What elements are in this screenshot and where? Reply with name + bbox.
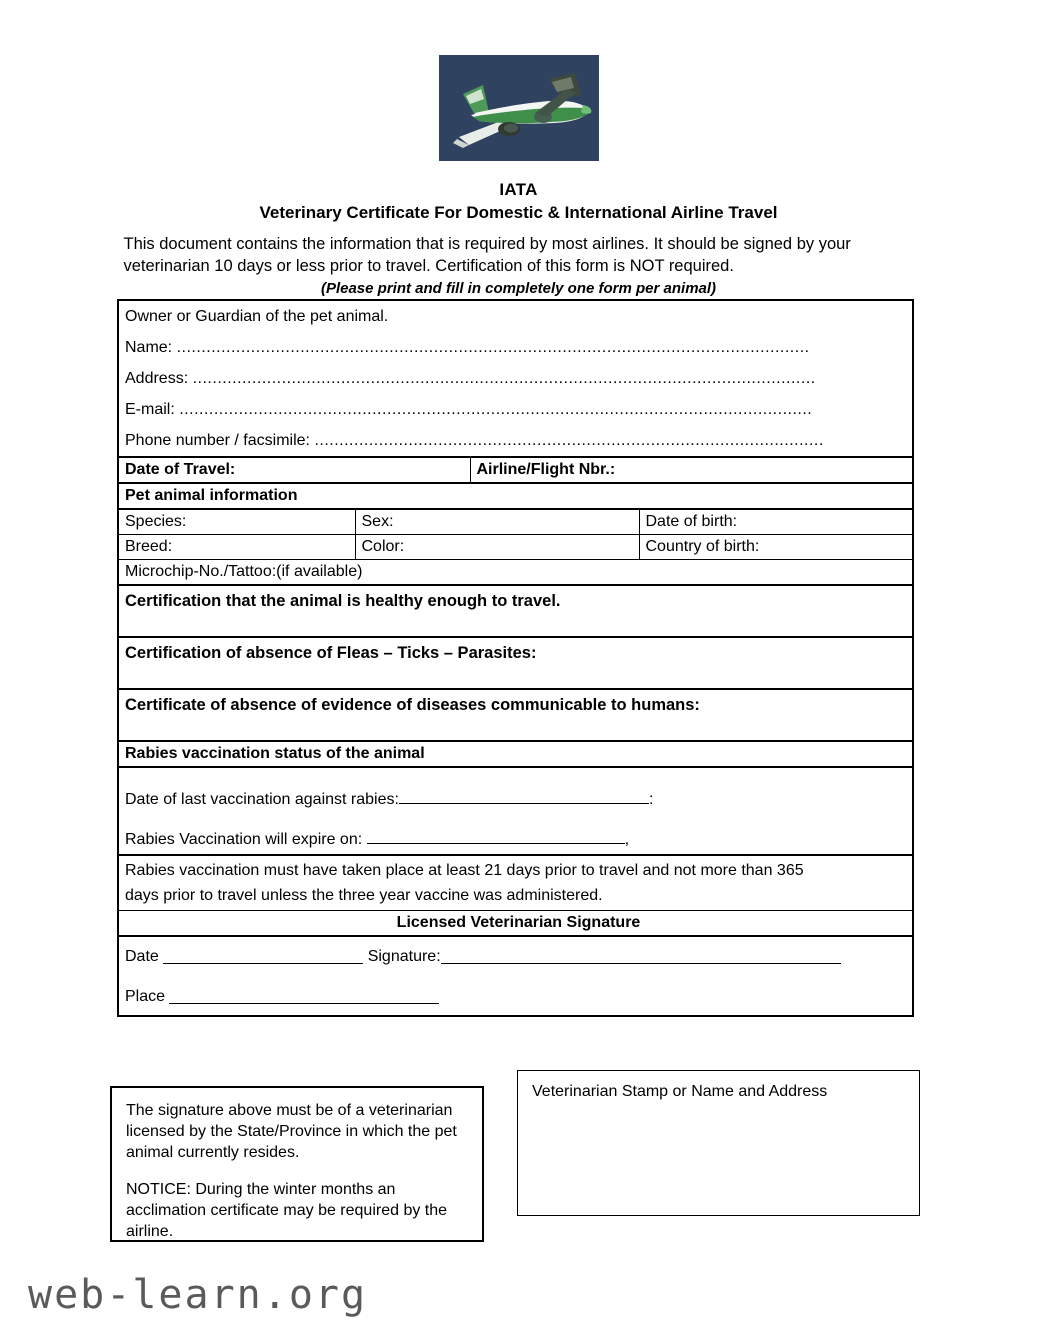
color-label: Color:: [361, 538, 405, 555]
owner-address-field[interactable]: [119, 363, 912, 394]
microchip-label: Microchip-No./Tattoo:: [125, 563, 277, 580]
expire-date-input-line[interactable]: [367, 843, 625, 844]
intro-line-1: This document contains the information that is required by most airlines. It should be signed by your: [123, 235, 851, 253]
pet-section-heading-row: [118, 483, 913, 509]
certification-health-title: Certification that the animal is healthy enough to travel.: [125, 592, 561, 610]
sex-label: Sex:: [361, 513, 394, 530]
signature-section-title: Licensed Veterinarian Signature: [396, 914, 641, 931]
owner-address-dotted-line[interactable]: ..............................................................................................................................: [192, 370, 816, 387]
owner-email-label: E-mail:: [125, 401, 175, 418]
last-vaccination-input-line[interactable]: [399, 803, 649, 804]
notice-paragraph-1: The signature above must be of a veterinarian licensed by the State/Province in which the pet animal currently resides.: [126, 1102, 457, 1161]
last-vaccination-field[interactable]: [119, 768, 912, 810]
species-cell[interactable]: [118, 509, 355, 535]
signature-date-input-line[interactable]: [163, 947, 363, 964]
color-cell[interactable]: [355, 535, 639, 560]
signature-section-title-cell: [118, 911, 913, 937]
rabies-dates-row[interactable]: [118, 767, 913, 855]
owner-address-cell[interactable]: [118, 363, 913, 394]
signature-fields-row[interactable]: [118, 936, 913, 1016]
notice-box: [110, 1086, 484, 1242]
rabies-heading-cell: [118, 741, 913, 767]
signature-place-label: Place: [125, 988, 166, 1005]
owner-field-row[interactable]: [118, 425, 913, 457]
date-of-birth-cell[interactable]: [639, 509, 913, 535]
rabies-rule-cell: [118, 855, 913, 911]
date-of-travel-cell[interactable]: [118, 457, 470, 483]
expire-date-suffix: ,: [624, 831, 630, 848]
rabies-rule-line-2: days prior to travel unless the three year vaccine was administered.: [125, 887, 603, 904]
veterinarian-stamp-box[interactable]: [517, 1070, 920, 1216]
certification-row[interactable]: [118, 637, 913, 689]
breed-cell[interactable]: [118, 535, 355, 560]
owner-phone-label: Phone number / facsimile:: [125, 432, 310, 449]
species-label: Species:: [125, 513, 187, 530]
place-line[interactable]: [119, 973, 912, 1013]
breed-label: Breed:: [125, 538, 173, 555]
country-of-birth-label: Country of birth:: [645, 538, 760, 555]
owner-field-row[interactable]: [118, 363, 913, 394]
owner-email-dotted-line[interactable]: ................................................................................................................................: [179, 401, 813, 418]
certification-row[interactable]: [118, 689, 913, 741]
expire-date-label: Rabies Vaccination will expire on:: [125, 831, 363, 848]
print-instruction-note: (Please print and fill in completely one form per animal): [320, 280, 717, 297]
pet-section-heading: Pet animal information: [125, 487, 298, 504]
owner-name-cell[interactable]: [118, 332, 913, 363]
intro-line-2: veterinarian 10 days or less prior to travel. Certification of this form is NOT required.: [123, 257, 734, 275]
pet-attributes-row[interactable]: [118, 535, 913, 560]
owner-phone-dotted-line[interactable]: .......................................................................................................: [314, 432, 824, 449]
signature-label: Signature:: [367, 948, 441, 965]
date-of-birth-label: Date of birth:: [645, 513, 738, 530]
notice-spacer: [126, 1163, 468, 1179]
airplane-photo: [439, 55, 599, 161]
rabies-rule-line-1: Rabies vaccination must have taken place at least 21 days prior to travel and not more than 365: [125, 862, 804, 879]
date-signature-line[interactable]: [119, 937, 912, 973]
owner-phone-cell[interactable]: [118, 425, 913, 457]
owner-heading-row: [118, 300, 913, 332]
airline-flight-label: Airline/Flight Nbr.:: [476, 461, 616, 478]
header-logo-container: [0, 0, 1037, 161]
certification-diseases-cell[interactable]: [118, 689, 913, 741]
expire-date-field[interactable]: [119, 810, 912, 850]
rabies-heading-row: [118, 741, 913, 767]
owner-field-row[interactable]: [118, 394, 913, 425]
country-of-birth-cell[interactable]: [639, 535, 913, 560]
owner-address-label: Address:: [125, 370, 189, 387]
title-block: [0, 179, 1037, 225]
watermark: web-learn.org: [28, 1272, 368, 1318]
page-title: Veterinary Certificate For Domestic & International Airline Travel: [259, 203, 778, 222]
rabies-section-heading: Rabies vaccination status of the animal: [125, 745, 425, 762]
last-vaccination-label: Date of last vaccination against rabies:: [125, 791, 399, 808]
travel-details-row[interactable]: [118, 457, 913, 483]
notice-paragraph-2: NOTICE: During the winter months an acclimation certificate may be required by the airline.: [126, 1181, 448, 1240]
microchip-row[interactable]: [118, 560, 913, 586]
certification-parasites-cell[interactable]: [118, 637, 913, 689]
owner-email-cell[interactable]: [118, 394, 913, 425]
certification-diseases-title: Certificate of absence of evidence of diseases communicable to humans:: [125, 696, 700, 714]
owner-phone-field[interactable]: [119, 425, 912, 456]
microchip-availability-note: (if available): [276, 563, 363, 580]
signature-section-title-row: [118, 911, 913, 937]
owner-name-label: Name:: [125, 339, 173, 356]
owner-name-dotted-line[interactable]: ................................................................................................................................: [176, 339, 810, 356]
owner-field-row[interactable]: [118, 332, 913, 363]
rabies-rule-row: [118, 855, 913, 911]
owner-section-heading: Owner or Guardian of the pet animal.: [125, 308, 389, 325]
certification-row[interactable]: [118, 585, 913, 637]
pet-attributes-row[interactable]: [118, 509, 913, 535]
certification-health-cell[interactable]: [118, 585, 913, 637]
signature-date-label: Date: [125, 948, 159, 965]
veterinarian-stamp-label: Veterinarian Stamp or Name and Address: [532, 1083, 828, 1100]
signature-input-line[interactable]: [441, 947, 841, 964]
intro-paragraph: [124, 233, 914, 277]
owner-email-field[interactable]: [119, 394, 912, 425]
rabies-dates-cell[interactable]: [118, 767, 913, 855]
last-vaccination-suffix: :: [648, 791, 654, 808]
sex-cell[interactable]: [355, 509, 639, 535]
signature-place-input-line[interactable]: [169, 987, 439, 1004]
date-of-travel-label: Date of Travel:: [125, 461, 236, 478]
certification-parasites-title: Certification of absence of Fleas – Ticks – Parasites:: [125, 644, 537, 662]
signature-fields-cell[interactable]: [118, 936, 913, 1016]
owner-heading-cell: [118, 300, 913, 332]
microchip-cell[interactable]: [118, 560, 913, 586]
pet-section-heading-cell: [118, 483, 913, 509]
certificate-form-table: [117, 299, 914, 1017]
owner-name-field[interactable]: [119, 332, 912, 363]
airline-flight-cell[interactable]: [470, 457, 913, 483]
microchip-field[interactable]: [119, 560, 912, 584]
organization-name: IATA: [499, 180, 538, 199]
